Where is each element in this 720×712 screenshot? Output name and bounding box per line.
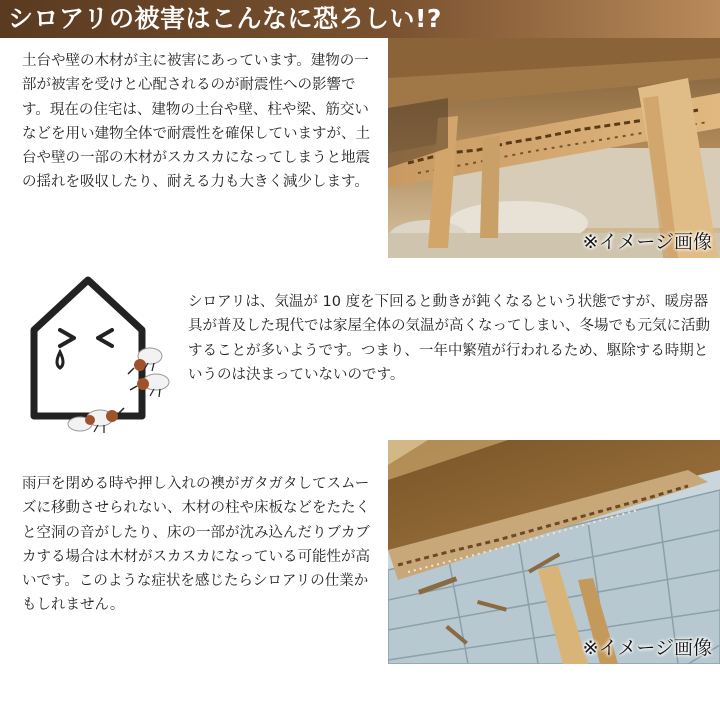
damage-description-text: 土台や壁の木材が主に被害にあっています。建物の一部が被害を受けと心配されるのが耐震性への影響です。現在の住宅は、建物の土台や壁、柱や梁、筋交いなどを用い建物全体で耐震性を確保していますが、土台や壁の一部の木材がスカスカになってしまうと地震の揺れを吸収したり、耐える力も大きく減少します。	[22, 53, 370, 191]
image-caption: ※イメージ画像	[582, 637, 712, 659]
crying-house-with-termites-icon	[24, 268, 184, 438]
symptoms-description-text: 雨戸を閉める時や押し入れの襖がガタガタしてスムーズに移動させられない、木材の柱や床板などをたたくと空洞の音がしたり、床の一部が沈み込んだりブカブカする場合は木材がスカスカになっている可能性が高いです。このような症状を感じたらシロアリの仕業かもしれません。	[22, 476, 370, 614]
winter-activity-text: シロアリは、気温が 10 度を下回ると動きが鈍くなるという状態ですが、暖房器具が普及した現代では家屋全体の気温が高くなってしまい、冬場でも元気に活動することが多いようです。つまり、一年中繁殖が行われるため、駆除する時期というのは決まっていないのです。	[188, 294, 710, 383]
title-banner	[0, 0, 720, 38]
termite-damaged-floor-beams-photo	[388, 38, 720, 258]
termite-eaten-sill-on-tiles-photo	[388, 440, 720, 664]
image-caption: ※イメージ画像	[582, 231, 712, 253]
page-title: シロアリの被害はこんなに恐ろしい!?	[8, 4, 442, 33]
